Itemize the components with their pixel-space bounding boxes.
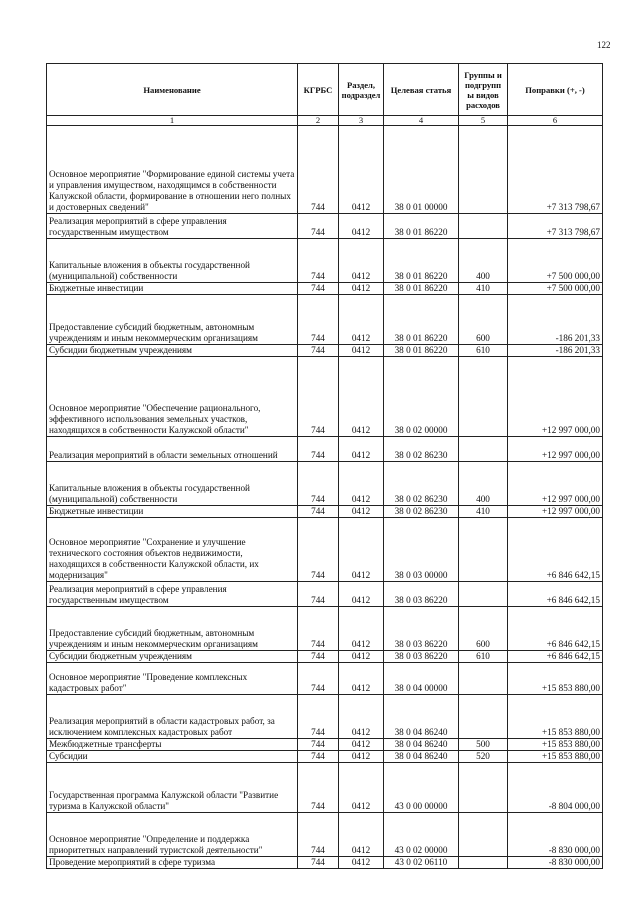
row-group (459, 763, 508, 813)
row-name: Основное мероприятие "Определение и поддержка приоритетных направлений туристской деятельности" (47, 813, 298, 857)
row-group (459, 437, 508, 462)
row-name: Бюджетные инвестиции (47, 283, 298, 295)
table-row (47, 126, 603, 214)
row-target: 38 0 01 86220 (384, 214, 459, 239)
row-amount: -186 201,33 (508, 295, 603, 345)
row-name: Межбюджетные трансферты (47, 739, 298, 751)
row-kgrbs: 744 (298, 582, 339, 607)
table-row (47, 857, 603, 869)
row-section: 0412 (339, 695, 384, 739)
table-row (47, 437, 603, 462)
row-amount: +15 853 880,00 (508, 663, 603, 695)
row-amount: +7 313 798,67 (508, 214, 603, 239)
row-group (459, 695, 508, 739)
row-kgrbs: 744 (298, 283, 339, 295)
table-row (47, 751, 603, 763)
row-amount: +12 997 000,00 (508, 357, 603, 437)
table-row (47, 651, 603, 663)
row-section: 0412 (339, 663, 384, 695)
row-amount: +15 853 880,00 (508, 739, 603, 751)
row-section: 0412 (339, 462, 384, 506)
row-group: 400 (459, 462, 508, 506)
row-section: 0412 (339, 857, 384, 869)
row-section: 0412 (339, 739, 384, 751)
row-target: 38 0 01 86220 (384, 295, 459, 345)
column-number: 6 (508, 116, 603, 126)
row-kgrbs: 744 (298, 357, 339, 437)
row-section: 0412 (339, 126, 384, 214)
page-number: 122 (597, 40, 611, 50)
table-row (47, 518, 603, 582)
row-group (459, 582, 508, 607)
row-group (459, 518, 508, 582)
row-kgrbs: 744 (298, 518, 339, 582)
row-section: 0412 (339, 813, 384, 857)
row-group (459, 813, 508, 857)
row-amount: +15 853 880,00 (508, 695, 603, 739)
row-name: Субсидии бюджетным учреждениям (47, 651, 298, 663)
row-kgrbs: 744 (298, 857, 339, 869)
table-row (47, 295, 603, 345)
row-name: Проведение мероприятий в сфере туризма (47, 857, 298, 869)
table-row (47, 506, 603, 518)
row-target: 38 0 03 86220 (384, 582, 459, 607)
table-row (47, 813, 603, 857)
table-row (47, 607, 603, 651)
row-name: Предоставление субсидий бюджетным, автономным учреждениям и иным некоммерческим организациям (47, 295, 298, 345)
header-section: Раздел, подраздел (339, 64, 384, 116)
row-target: 38 0 01 86220 (384, 239, 459, 283)
row-section: 0412 (339, 214, 384, 239)
row-name: Бюджетные инвестиции (47, 506, 298, 518)
row-kgrbs: 744 (298, 739, 339, 751)
row-group (459, 126, 508, 214)
row-name: Основное мероприятие "Обеспечение рационального, эффективного использования земельных участков, находящихся в собственности Калужской области" (47, 357, 298, 437)
row-target: 38 0 02 00000 (384, 357, 459, 437)
row-section: 0412 (339, 506, 384, 518)
row-section: 0412 (339, 607, 384, 651)
row-kgrbs: 744 (298, 295, 339, 345)
row-kgrbs: 744 (298, 751, 339, 763)
header-name: Наименование (47, 64, 298, 116)
row-kgrbs: 744 (298, 651, 339, 663)
table-row (47, 214, 603, 239)
row-name: Субсидии (47, 751, 298, 763)
row-name: Капитальные вложения в объекты государственной (муниципальной) собственности (47, 462, 298, 506)
row-target: 38 0 04 86240 (384, 695, 459, 739)
row-amount: +12 997 000,00 (508, 462, 603, 506)
row-group (459, 663, 508, 695)
row-target: 38 0 02 86230 (384, 437, 459, 462)
column-number: 1 (47, 116, 298, 126)
table-row (47, 739, 603, 751)
row-section: 0412 (339, 751, 384, 763)
row-amount: -8 830 000,00 (508, 813, 603, 857)
row-group: 410 (459, 283, 508, 295)
row-section: 0412 (339, 295, 384, 345)
row-kgrbs: 744 (298, 126, 339, 214)
row-kgrbs: 744 (298, 813, 339, 857)
row-name: Реализация мероприятий в области земельных отношений (47, 437, 298, 462)
row-name: Предоставление субсидий бюджетным, автономным учреждениям и иным некоммерческим организациям (47, 607, 298, 651)
row-section: 0412 (339, 357, 384, 437)
row-section: 0412 (339, 283, 384, 295)
table-row (47, 695, 603, 739)
row-name: Основное мероприятие "Проведение комплексных кадастровых работ" (47, 663, 298, 695)
row-group (459, 857, 508, 869)
row-target: 38 0 04 86240 (384, 739, 459, 751)
row-kgrbs: 744 (298, 663, 339, 695)
column-number: 5 (459, 116, 508, 126)
row-target: 38 0 02 86230 (384, 506, 459, 518)
row-target: 43 0 02 06110 (384, 857, 459, 869)
row-group: 610 (459, 651, 508, 663)
row-amount: +6 846 642,15 (508, 582, 603, 607)
row-target: 38 0 03 86220 (384, 651, 459, 663)
row-group: 400 (459, 239, 508, 283)
row-kgrbs: 744 (298, 239, 339, 283)
row-kgrbs: 744 (298, 607, 339, 651)
row-amount: +12 997 000,00 (508, 506, 603, 518)
row-target: 38 0 03 86220 (384, 607, 459, 651)
row-section: 0412 (339, 518, 384, 582)
table-row (47, 582, 603, 607)
row-section: 0412 (339, 763, 384, 813)
row-group: 610 (459, 345, 508, 357)
table-row (47, 283, 603, 295)
row-group: 500 (459, 739, 508, 751)
row-name: Основное мероприятие "Формирование единой системы учета и управления имуществом, находящимся в собственности Калужской области, формирование в отношении него полных и достоверных сведений" (47, 126, 298, 214)
row-kgrbs: 744 (298, 437, 339, 462)
row-target: 38 0 01 86220 (384, 345, 459, 357)
column-number: 3 (339, 116, 384, 126)
row-amount: +6 846 642,15 (508, 651, 603, 663)
column-number: 2 (298, 116, 339, 126)
row-section: 0412 (339, 582, 384, 607)
row-target: 38 0 04 00000 (384, 663, 459, 695)
row-amount: -186 201,33 (508, 345, 603, 357)
row-group: 410 (459, 506, 508, 518)
row-section: 0412 (339, 437, 384, 462)
table-row (47, 462, 603, 506)
row-name: Реализация мероприятий в сфере управления государственным имуществом (47, 214, 298, 239)
row-kgrbs: 744 (298, 345, 339, 357)
row-name: Реализация мероприятий в области кадастровых работ, за исключением комплексных кадастровых работ (47, 695, 298, 739)
row-kgrbs: 744 (298, 506, 339, 518)
row-name: Капитальные вложения в объекты государственной (муниципальной) собственности (47, 239, 298, 283)
row-kgrbs: 744 (298, 763, 339, 813)
column-number: 4 (384, 116, 459, 126)
row-amount: +7 313 798,67 (508, 126, 603, 214)
row-kgrbs: 744 (298, 695, 339, 739)
row-name: Субсидии бюджетным учреждениям (47, 345, 298, 357)
header-amendment: Поправки (+, -) (508, 64, 603, 116)
row-amount: +15 853 880,00 (508, 751, 603, 763)
table-row (47, 239, 603, 283)
budget-amendments-table (46, 63, 603, 869)
table-row (47, 763, 603, 813)
row-target: 38 0 01 86220 (384, 283, 459, 295)
row-target: 43 0 00 00000 (384, 763, 459, 813)
row-amount: +7 500 000,00 (508, 283, 603, 295)
row-group: 520 (459, 751, 508, 763)
row-amount: +6 846 642,15 (508, 518, 603, 582)
row-group (459, 214, 508, 239)
row-kgrbs: 744 (298, 462, 339, 506)
row-amount: +6 846 642,15 (508, 607, 603, 651)
row-amount: -8 830 000,00 (508, 857, 603, 869)
table-row (47, 357, 603, 437)
row-group: 600 (459, 607, 508, 651)
row-name: Реализация мероприятий в сфере управления государственным имуществом (47, 582, 298, 607)
row-group: 600 (459, 295, 508, 345)
row-amount: +7 500 000,00 (508, 239, 603, 283)
header-target: Целевая статья (384, 64, 459, 116)
row-group (459, 357, 508, 437)
row-section: 0412 (339, 239, 384, 283)
row-kgrbs: 744 (298, 214, 339, 239)
row-target: 43 0 02 00000 (384, 813, 459, 857)
header-group: Группы и подгрупп ы видов расходов (459, 64, 508, 116)
row-amount: +12 997 000,00 (508, 437, 603, 462)
row-target: 38 0 02 86230 (384, 462, 459, 506)
row-target: 38 0 03 00000 (384, 518, 459, 582)
table-row (47, 345, 603, 357)
row-section: 0412 (339, 651, 384, 663)
header-kgrbs: КГРБС (298, 64, 339, 116)
row-section: 0412 (339, 345, 384, 357)
row-amount: -8 804 000,00 (508, 763, 603, 813)
table-row (47, 663, 603, 695)
row-target: 38 0 04 86240 (384, 751, 459, 763)
row-name: Основное мероприятие "Сохранение и улучшение технического состояния объектов недвижимости, находящихся в собственности Калужской области, их модернизация" (47, 518, 298, 582)
row-name: Государственная программа Калужской области "Развитие туризма в Калужской области" (47, 763, 298, 813)
row-target: 38 0 01 00000 (384, 126, 459, 214)
